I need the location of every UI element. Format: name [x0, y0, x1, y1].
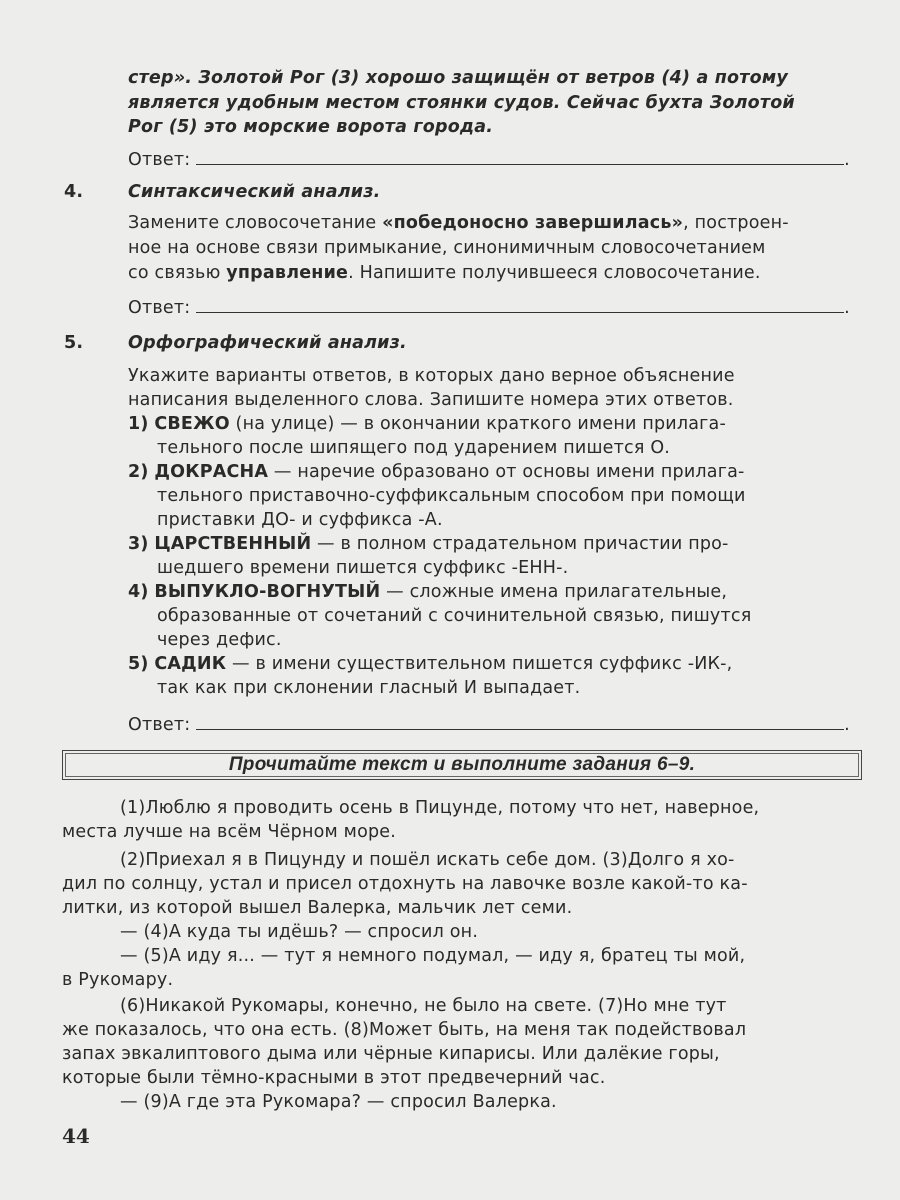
option-3-line-2: шедшего времени пишется суффикс -ЕНН-. [157, 558, 569, 578]
story-line: — (4)А куда ты идёшь? — спросил он. [120, 922, 479, 942]
answer-blank[interactable] [196, 298, 844, 313]
answer-blank[interactable] [196, 715, 844, 730]
story-line: места лучше на всём Чёрном море. [62, 822, 397, 842]
option-4-line-2: образованные от сочетаний с сочинительной связью, пишутся [157, 606, 752, 626]
answer-label: Ответ: [128, 715, 191, 735]
task4-title: Синтаксический анализ. [128, 182, 381, 202]
story-line: (1)Люблю я проводить осень в Пицунде, потому что нет, наверное, [120, 798, 760, 818]
answer-label: Ответ: [128, 298, 191, 318]
story-line: литки, из которой вышел Валерка, мальчик лет семи. [62, 898, 573, 918]
story-line: в Рукомару. [62, 970, 174, 990]
story-line: — (5)А иду я... — тут я немного подумал, — иду я, братец ты мой, [120, 946, 746, 966]
option-2-line-3: приставки ДО- и суффикса -А. [157, 510, 443, 530]
story-line: (6)Никакой Рукомары, конечно, не было на свете. (7)Но мне тут [120, 996, 727, 1016]
option-2-line-2: тельного приставочно-суффиксальным способом при помощи [157, 486, 746, 506]
task5-line-2: написания выделенного слова. Запишите номера этих ответов. [128, 390, 734, 410]
task4-line-2: ное на основе связи примыкание, синонимичным словосочетанием [128, 238, 766, 258]
task5-line-1: Укажите варианты ответов, в которых дано верное объяснение [128, 366, 735, 386]
option-4-line-1: 4) ВЫПУКЛО-ВОГНУТЫЙ — сложные имена прилагательные, [128, 582, 728, 602]
answer-line-3: Ответ: . [128, 150, 850, 170]
text-header: Прочитайте текст и выполните задания 6–9. [228, 754, 696, 775]
task4-number: 4. [64, 182, 84, 202]
intro-line-1: стер». Золотой Рог (3) хорошо защищён от ветров (4) а потому [128, 68, 788, 88]
answer-line-5: Ответ: . [128, 715, 850, 735]
answer-blank[interactable] [196, 150, 844, 165]
story-line: дил по солнцу, устал и присел отдохнуть на лавочке возле какой-то ка- [62, 874, 748, 894]
story-line: — (9)А где эта Рукомара? — спросил Валерка. [120, 1092, 557, 1112]
task4-line-1: Замените словосочетание «победоносно завершилась», построен- [128, 213, 789, 233]
answer-label: Ответ: [128, 150, 191, 170]
intro-line-2: является удобным местом стоянки судов. Сейчас бухта Золотой [128, 93, 795, 113]
story-line: же показалось, что она есть. (8)Может быть, на меня так подействовал [62, 1020, 747, 1040]
page-number: 44 [62, 1124, 90, 1148]
text-header-box [62, 750, 862, 780]
intro-line-3: Рог (5) это морские ворота города. [128, 117, 494, 137]
option-3-line-1: 3) ЦАРСТВЕННЫЙ — в полном страдательном причастии про- [128, 534, 729, 554]
task5-title: Орфографический анализ. [128, 333, 407, 353]
option-1-line-2: тельного после шипящего под ударением пишется О. [157, 438, 671, 458]
answer-line-4: Ответ: . [128, 298, 850, 318]
task5-number: 5. [64, 333, 84, 353]
story-line: которые были тёмно-красными в этот предвечерний час. [62, 1068, 606, 1088]
option-1-line-1: 1) СВЕЖО (на улице) — в окончании краткого имени прилага- [128, 414, 726, 434]
option-2-line-1: 2) ДОКРАСНА — наречие образовано от основы имени прилага- [128, 462, 745, 482]
task4-line-3: со связью управление. Напишите получившееся словосочетание. [128, 263, 761, 283]
option-5-line-2: так как при склонении гласный И выпадает. [157, 678, 581, 698]
option-4-line-3: через дефис. [157, 630, 282, 650]
option-5-line-1: 5) САДИК — в имени существительном пишется суффикс -ИК-, [128, 654, 733, 674]
story-line: (2)Приехал я в Пицунду и пошёл искать себе дом. (3)Долго я хо- [120, 850, 735, 870]
story-line: запах эвкалиптового дыма или чёрные кипарисы. Или далёкие горы, [62, 1044, 720, 1064]
